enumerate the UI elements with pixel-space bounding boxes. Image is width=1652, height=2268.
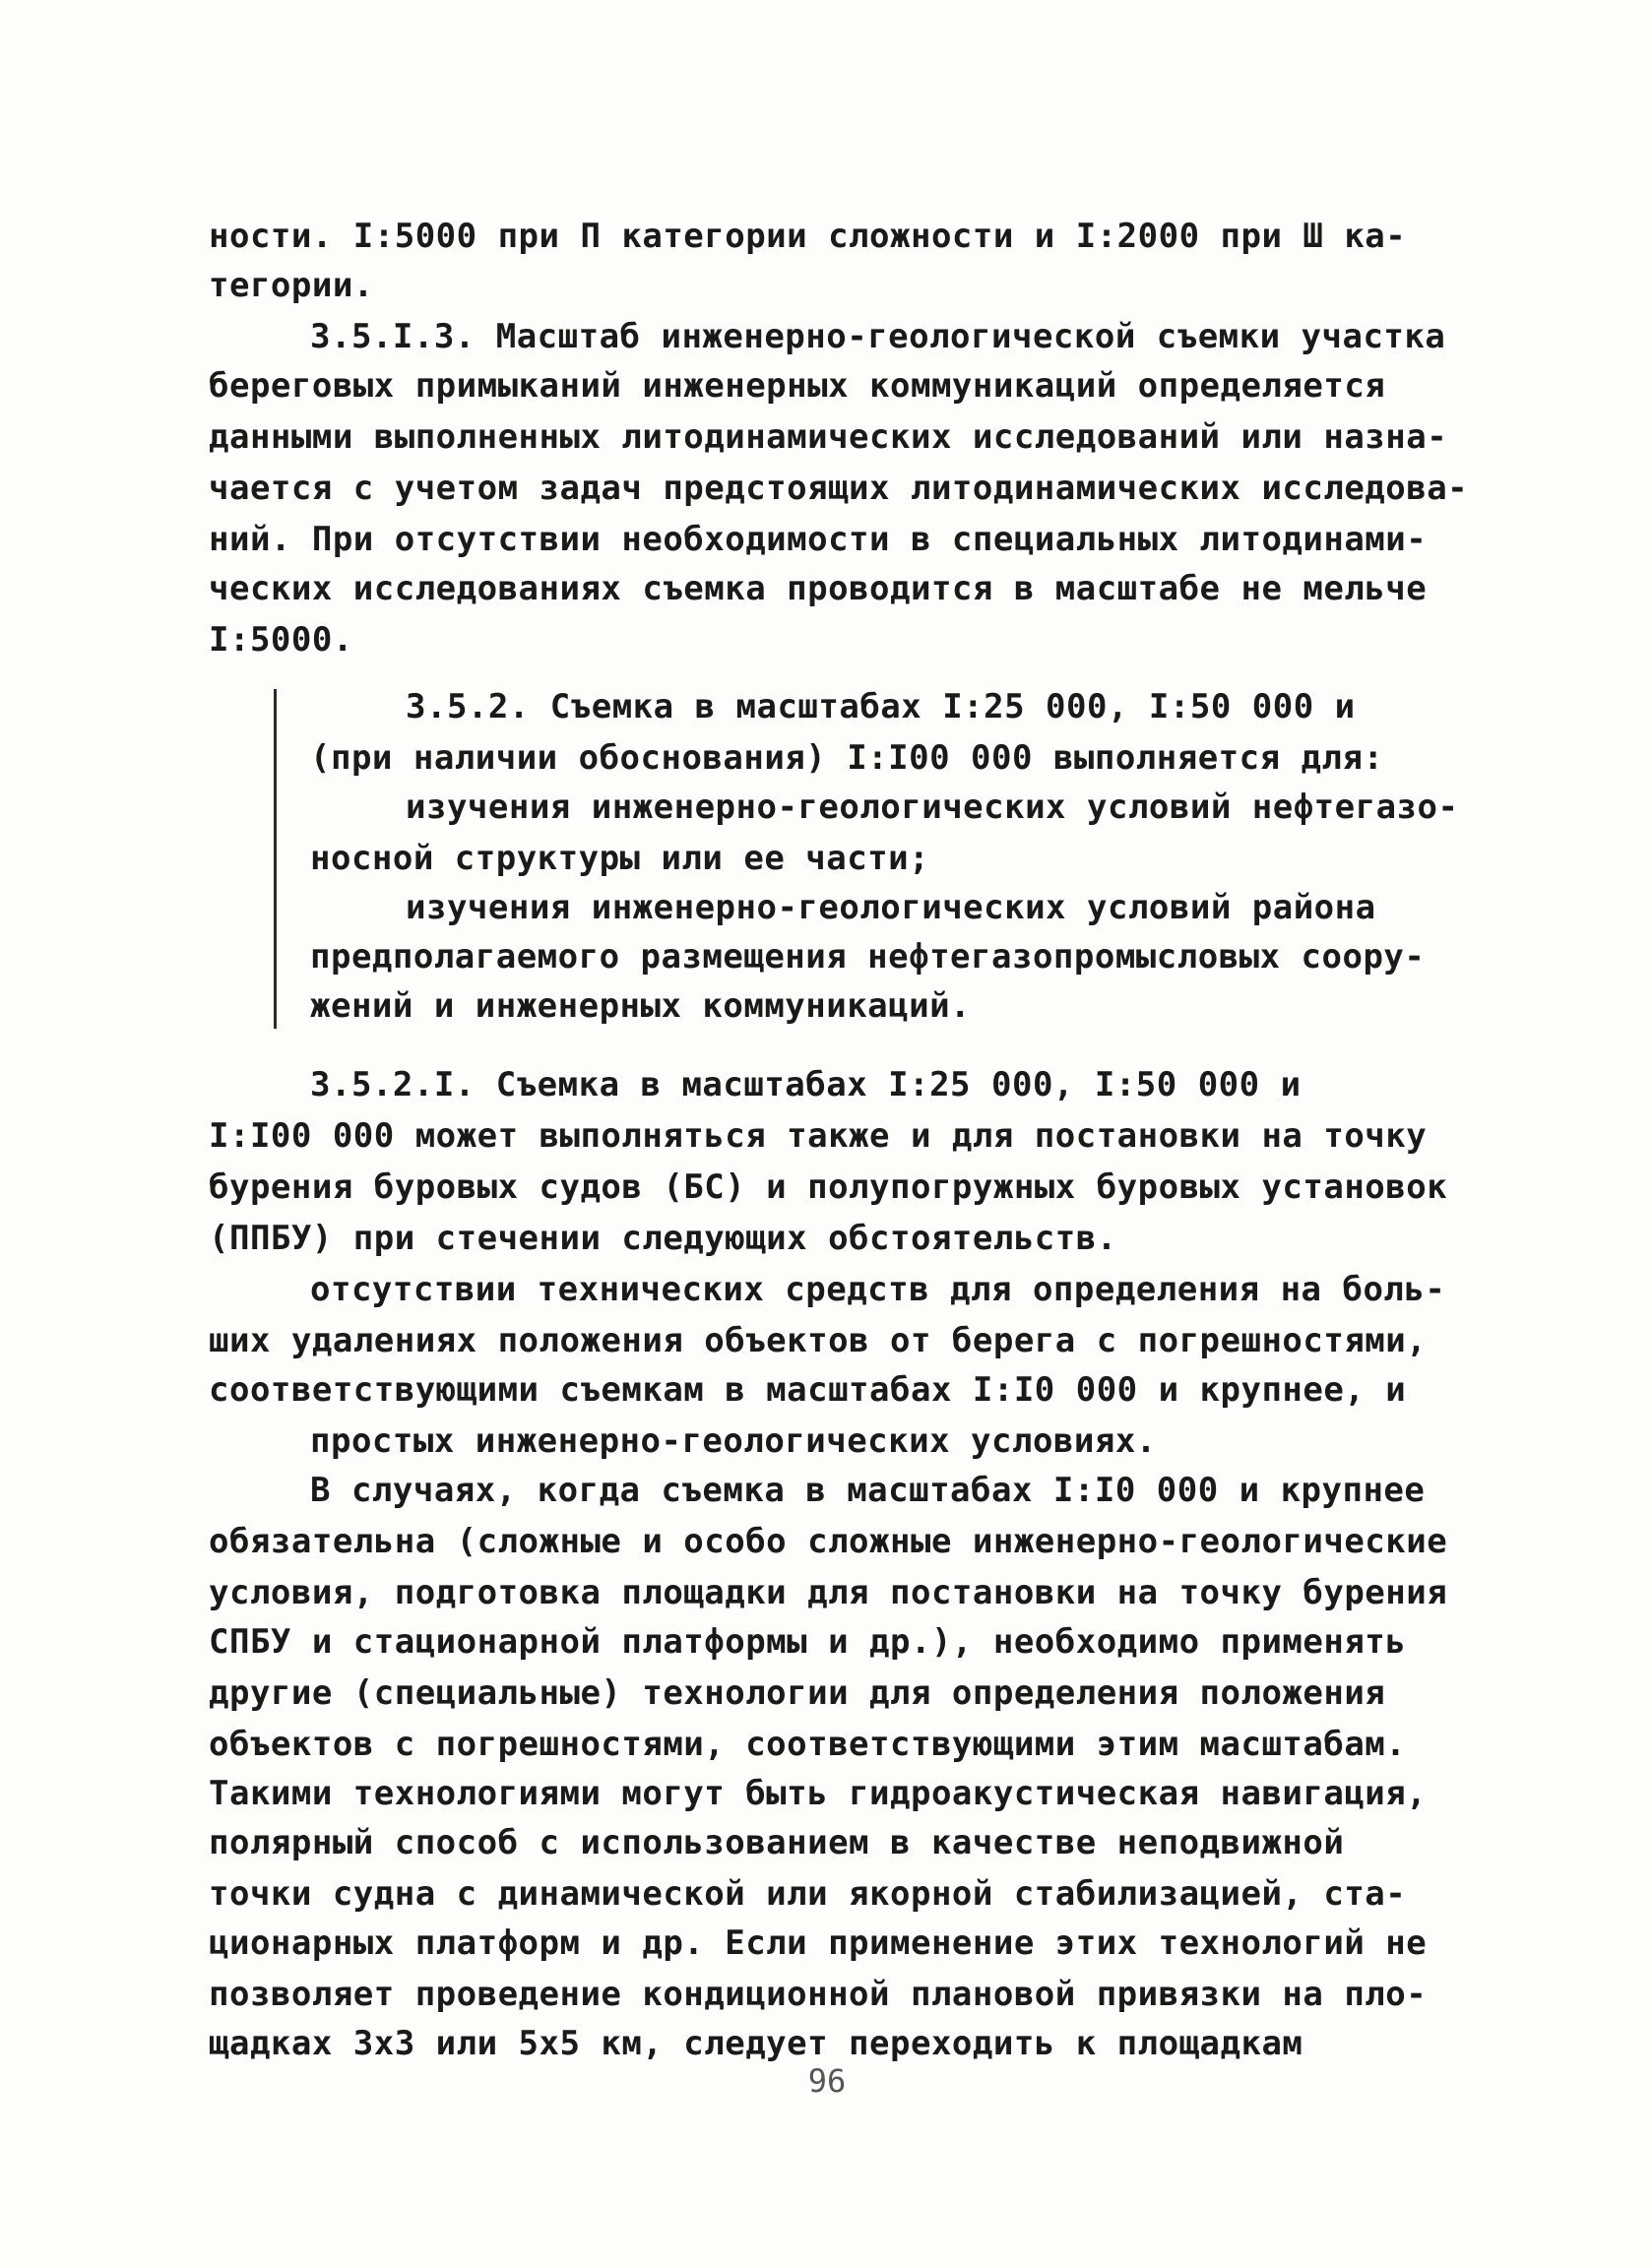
text-line: жений и инженерных коммуникаций. <box>310 986 972 1026</box>
text-line: ческих исследованиях съемка проводится в масштабе не мельче <box>209 569 1428 608</box>
text-line: предполагаемого размещения нефтегазопромысловых соору- <box>310 937 1426 976</box>
text-line: чается с учетом задач предстоящих литодинамических исследова- <box>209 469 1469 508</box>
text-line: другие (специальные) технологии для определения положения <box>209 1673 1386 1713</box>
text-line: бурения буровых судов (БС) и полупогружных буровых установок <box>209 1167 1448 1207</box>
text-line: СПБУ и стационарной платформы и др.), необходимо применять <box>209 1622 1407 1662</box>
text-line: ности. I:5000 при П категории сложности и I:2000 при Ш ка- <box>209 217 1407 256</box>
text-line: позволяет проведение кондиционной плановой привязки на пло- <box>209 1975 1428 2014</box>
text-line: изучения инженерно-геологических условий нефтегазо- <box>406 788 1459 827</box>
text-line: условия, подготовка площадки для постановки на точку бурения <box>209 1573 1448 1612</box>
text-line: (ППБУ) при стечении следующих обстоятельств. <box>209 1219 1117 1258</box>
text-line: носной структуры или ее части; <box>310 839 930 878</box>
text-line: береговых примыканий инженерных коммуникаций определяется <box>209 366 1386 406</box>
text-line: ний. При отсутствии необходимости в специальных литодинами- <box>209 520 1428 559</box>
text-line: Такими технологиями могут быть гидроакустическая навигация, <box>209 1774 1428 1813</box>
text-line: тегории. <box>209 266 374 305</box>
text-line: точки судна с динамической или якорной стабилизацией, ста- <box>209 1874 1407 1914</box>
text-line: простых инженерно-геологических условиях. <box>310 1421 1157 1461</box>
text-line: 3.5.2.I. Съемка в масштабах I:25 000, I:50 000 и <box>310 1065 1302 1104</box>
text-line: (при наличии обоснования) I:I00 000 выполняется для: <box>310 738 1384 778</box>
text-line: I:5000. <box>209 620 353 660</box>
text-line: полярный способ с использованием в качестве неподвижной <box>209 1823 1345 1862</box>
text-line: I:I00 000 может выполняться также и для постановки на точку <box>209 1116 1428 1156</box>
text-line: ционарных платформ и др. Если применение этих технологий не <box>209 1923 1428 1963</box>
text-line: В случаях, когда съемка в масштабах I:I0 000 и крупнее <box>310 1471 1426 1510</box>
page-number: 96 <box>807 2062 847 2100</box>
text-line: соответствующими съемкам в масштабах I:I0 000 и крупнее, и <box>209 1370 1407 1410</box>
text-line: щадках 3х3 или 5х5 км, следует переходить к площадкам <box>209 2024 1303 2063</box>
text-line: данными выполненных литодинамических исследований или назна- <box>209 417 1448 457</box>
text-line: обязательна (сложные и особо сложные инженерно-геологические <box>209 1522 1448 1561</box>
text-line: изучения инженерно-геологических условий района <box>406 888 1376 927</box>
text-line: объектов с погрешностями, соответствующими этим масштабам. <box>209 1725 1407 1764</box>
text-line: отсутствии технических средств для определения на боль- <box>310 1270 1446 1309</box>
text-line: 3.5.2. Съемка в масштабах I:25 000, I:50 000 и <box>406 687 1356 726</box>
text-line: 3.5.I.3. Масштаб инженерно-геологической съемки участка <box>310 317 1446 356</box>
margin-change-bar <box>274 689 277 1029</box>
text-line: ших удалениях положения объектов от берега с погрешностями, <box>209 1321 1428 1360</box>
